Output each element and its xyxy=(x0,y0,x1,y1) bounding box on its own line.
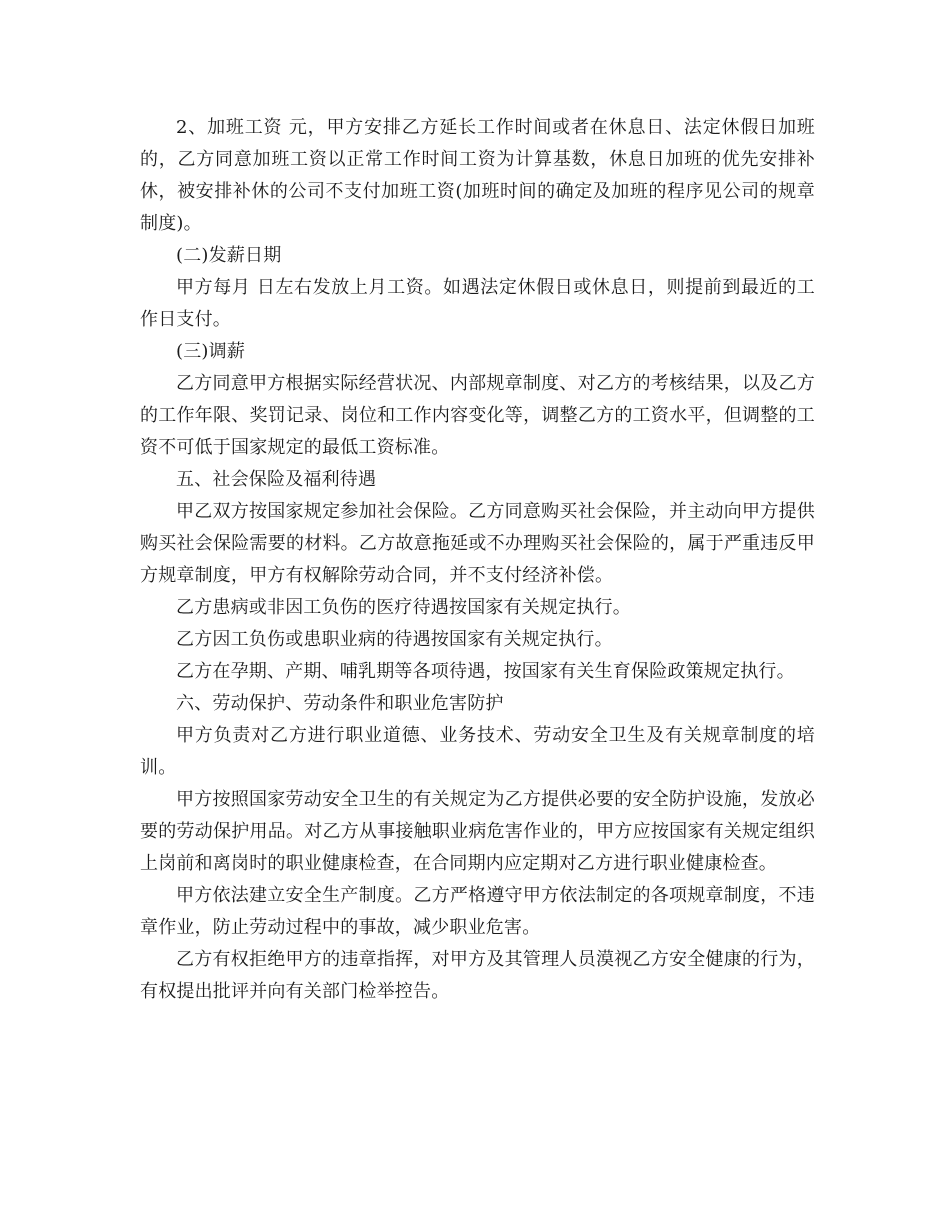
heading-labor-protection: 六、劳动保护、劳动条件和职业危害防护 xyxy=(176,693,504,714)
paragraph-salary-adjustment: 乙方同意甲方根据实际经营状况、内部规章制度、对乙方的考核结果，以及乙方的工作年限、奖罚记录、岗位和工作内容变化等，调整乙方的工资水平，但调整的工资不可低于国家规定的最低工资标准。 xyxy=(140,373,815,458)
heading-pay-date: (二)发薪日期 xyxy=(176,245,282,266)
paragraph-medical-treatment: 乙方患病或非因工负伤的医疗待遇按国家有关规定执行。 xyxy=(176,597,631,618)
heading-salary-adjustment: (三)调薪 xyxy=(176,341,246,362)
paragraph-safety-system: 甲方依法建立安全生产制度。乙方严格遵守甲方依法制定的各项规章制度，不违章作业，防止劳动过程中的事故，减少职业危害。 xyxy=(140,885,815,938)
paragraph-overtime-pay: 2、加班工资 元，甲方安排乙方延长工作时间或者在休息日、法定休假日加班的，乙方同意加班工资以正常工作时间工资为计算基数，休息日加班的优先安排补休，被安排补休的公司不支付加班工资(加班时间的确定及加班的程序见公司的规章制度)。 xyxy=(140,117,815,234)
paragraph-safety-facilities: 甲方按照国家劳动安全卫生的有关规定为乙方提供必要的安全防护设施，发放必要的劳动保护用品。对乙方从事接触职业病危害作业的，甲方应按国家有关规定组织上岗前和离岗时的职业健康检查，在合同期内应定期对乙方进行职业健康检查。 xyxy=(140,789,815,874)
paragraph-training: 甲方负责对乙方进行职业道德、业务技术、劳动安全卫生及有关规章制度的培训。 xyxy=(140,725,815,778)
document-page xyxy=(140,112,815,1008)
paragraph-pay-date: 甲方每月 日左右发放上月工资。如遇法定休假日或休息日，则提前到最近的工作日支付。 xyxy=(140,277,815,330)
paragraph-work-injury: 乙方因工负伤或患职业病的待遇按国家有关规定执行。 xyxy=(176,629,613,650)
paragraph-right-to-refuse: 乙方有权拒绝甲方的违章指挥，对甲方及其管理人员漠视乙方安全健康的行为，有权提出批评并向有关部门检举控告。 xyxy=(140,949,815,1002)
paragraph-maternity: 乙方在孕期、产期、哺乳期等各项待遇，按国家有关生育保险政策规定执行。 xyxy=(176,661,795,682)
heading-social-insurance: 五、社会保险及福利待遇 xyxy=(176,469,377,490)
paragraph-social-insurance: 甲乙双方按国家规定参加社会保险。乙方同意购买社会保险，并主动向甲方提供购买社会保险需要的材料。乙方故意拖延或不办理购买社会保险的，属于严重违反甲方规章制度，甲方有权解除劳动合同，并不支付经济补偿。 xyxy=(140,501,815,586)
